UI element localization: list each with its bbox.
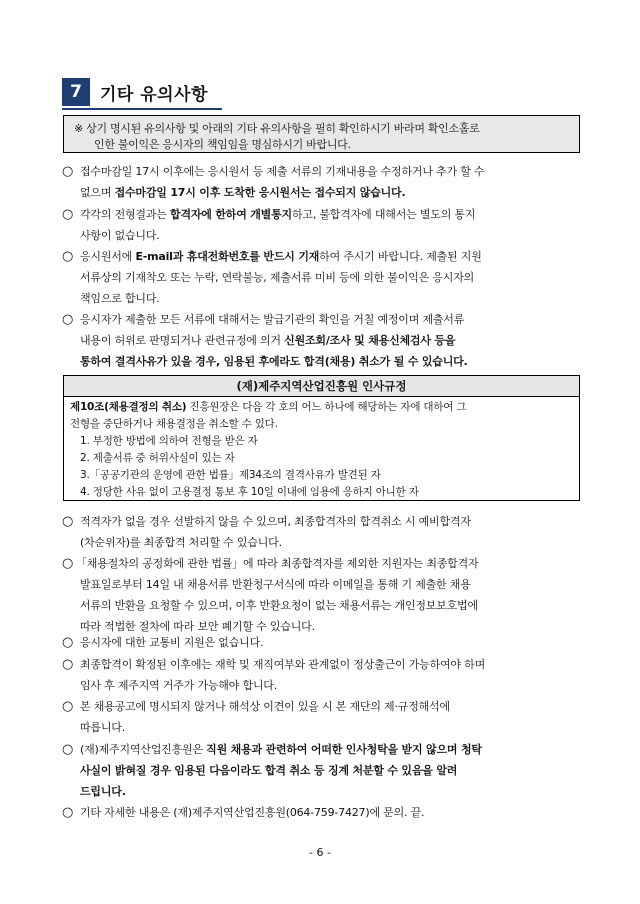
bullet-icon: ○ <box>62 699 74 714</box>
item-text: 최종합격이 확정된 이후에는 재학 및 재직여부와 관계없이 정상출근이 가능하여야 하며 <box>80 658 486 671</box>
item-text: 서류의 반환을 요청할 수 있으며, 이후 반환요청이 없는 채용서류는 개인정보보호법에 <box>80 599 478 612</box>
notice-line: ※ 상기 명시된 유의사항 및 아래의 기타 유의사항을 필히 확인하시기 바라며 확인소홀로 <box>74 122 480 135</box>
item-text: 접수마감일 17시 이후에는 응시원서 등 제출 서류의 기재내용을 수정하거나 추가 할 수 <box>80 165 485 178</box>
item-text: 사실이 밝혀질 경우 임용된 다음이라도 합격 취소 등 징계 처분할 수 있음을 알려 <box>80 764 458 777</box>
regulation-clause: 1. 부정한 방법에 의하여 전형을 받은 자 <box>80 435 258 447</box>
regulation-clause: 2. 제출서류 중 허위사실이 있는 자 <box>80 452 235 464</box>
item-text: 따릅니다. <box>80 721 126 734</box>
item-text: 통하여 결격사유가 있을 경우, 임용된 후에라도 합격(채용) 취소가 될 수 있습니다. <box>80 355 468 368</box>
bullet-icon: ○ <box>62 312 74 327</box>
bullet-icon: ○ <box>62 742 74 757</box>
section-title: 기타 유의사항 <box>100 85 208 105</box>
item-text: (재)제주지역산업진흥원은 직원 채용과 관련하여 어떠한 인사청탁을 받지 않으며 청탁 <box>80 743 482 756</box>
item-text: 따라 적법한 절차에 따라 보안 폐기할 수 있습니다. <box>80 620 315 633</box>
item-text: 사항이 없습니다. <box>80 229 160 242</box>
section-number: 7 <box>62 78 90 106</box>
item-text: 응시자가 제출한 모든 서류에 대해서는 발급기관의 확인을 거칠 예정이며 제출서류 <box>80 313 465 326</box>
item-text: 응시원서에 E-mail과 휴대전화번호를 반드시 기재하여 주시기 바랍니다. 제출된 지원 <box>80 250 482 263</box>
item-text: 임사 후 제주지역 거주가 가능해야 합니다. <box>80 679 278 692</box>
bullet-icon: ○ <box>62 249 74 264</box>
item-text: 본 채용공고에 명시되지 않거나 해석상 이견이 있을 시 본 재단의 제·규정해석에 <box>80 700 450 713</box>
item-text: 책임으로 합니다. <box>80 292 160 305</box>
notice-box <box>63 115 580 153</box>
item-text: 드립니다. <box>80 785 126 798</box>
item-text: (차순위자)를 최종합격 처리할 수 있습니다. <box>80 536 282 549</box>
section-underline <box>62 108 222 110</box>
regulation-clause: 4. 정당한 사유 없이 고용결정 통보 후 10일 이내에 임용에 응하지 아니한 자 <box>80 486 419 498</box>
item-text: 기타 자세한 내용은 (재)제주지역산업진흥원(064-759-7427)에 문의. 끝. <box>80 806 425 819</box>
bullet-icon: ○ <box>62 635 74 650</box>
regulation-text: 전형을 중단하거나 채용결정을 취소할 수 있다. <box>70 418 278 430</box>
page-number: - 6 - <box>309 846 331 859</box>
hr-regulation-box <box>63 375 580 501</box>
item-text: 발표일로부터 14일 내 채용서류 반환청구서식에 따라 이메일을 통해 기 제출한 채용 <box>80 578 471 591</box>
item-text: 「채용절차의 공정화에 관한 법률」에 따라 최종합격자를 제외한 지원자는 최종합격자 <box>76 557 479 570</box>
item-text: 각각의 전형결과는 합격자에 한하여 개별통지하고, 불합격자에 대해서는 별도의 통지 <box>80 208 476 221</box>
item-text: 서류상의 기재착오 또는 누락, 연락불능, 제출서류 미비 등에 의한 불이익은 응시자의 <box>80 271 475 284</box>
bullet-icon: ○ <box>62 657 74 672</box>
notice-line: 인한 불이익은 응시자의 책임임을 명심하시기 바랍니다. <box>94 138 351 151</box>
item-text: 응시자에 대한 교통비 지원은 없습니다. <box>80 636 264 649</box>
regulation-article: 제10조(채용결정의 취소) 진흥원장은 다음 각 호의 어느 하나에 해당하는 자에 대하여 그 <box>70 401 467 413</box>
bullet-icon: ○ <box>62 556 74 571</box>
item-text: 내용이 허위로 판명되거나 관련규정에 의거 신원조회/조사 및 채용신체검사 등을 <box>80 334 456 347</box>
regulation-title: (재)제주지역산업진흥원 인사규정 <box>64 376 579 397</box>
bullet-icon: ○ <box>62 207 74 222</box>
section-header <box>62 78 222 108</box>
bullet-icon: ○ <box>62 514 74 529</box>
bullet-icon: ○ <box>62 164 74 179</box>
regulation-clause: 3.「공공기관의 운영에 관한 법률」제34조의 결격사유가 발견된 자 <box>80 469 381 481</box>
item-text: 적격자가 없을 경우 선발하지 않을 수 있으며, 최종합격자의 합격취소 시 예비합격자 <box>80 515 471 528</box>
item-text: 없으며 접수마감일 17시 이후 도착한 응시원서는 접수되지 않습니다. <box>80 186 406 199</box>
bullet-icon: ○ <box>62 805 74 820</box>
